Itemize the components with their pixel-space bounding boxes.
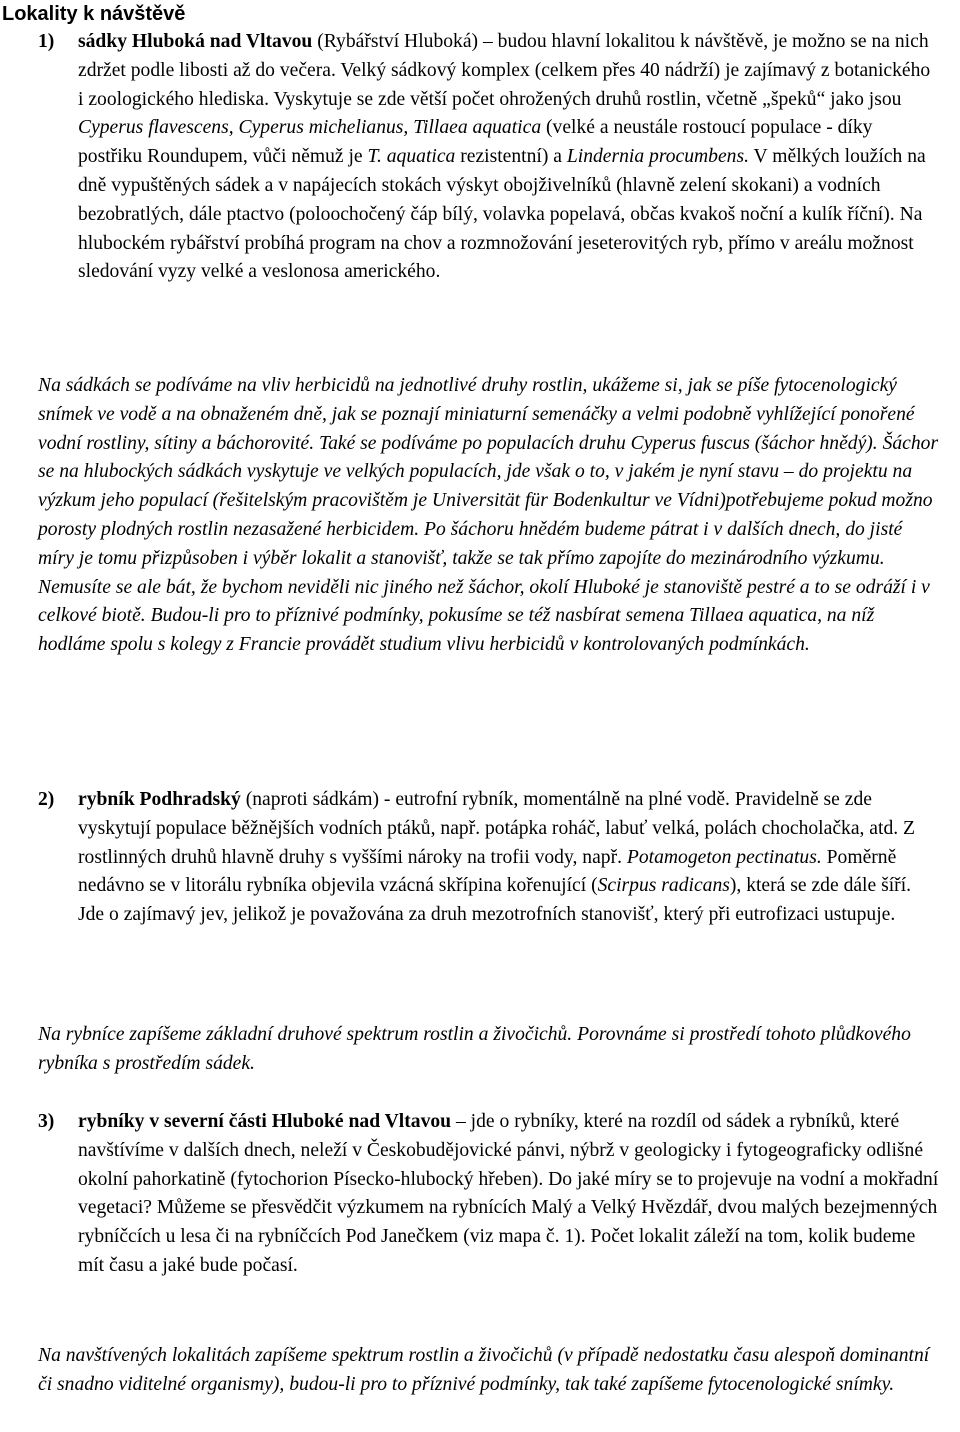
note-paragraph-1: Na sádkách se podíváme na vliv herbicidů na jednotlivé druhy rostlin, ukážeme si, jak se píše fytocenologický snímek ve vodě a na obnaženém dně, jak se poznají miniaturní semenáčky a velmi podobně vyhlížející ponořené vodní rostliny, sítiny a báchorovité. Také se podíváme po populacích druhu Cyperus fuscus (šáchor hnědý). Šáchor se na hlubockých sádkách vyskytuje ve velkých populacích, jde však o to, v jakém je nyní stavu – do projektu na výzkum jeho populací (řešitelským pracovištěm je Universität für Bodenkultur ve Vídni)potřebujeme pokud možno porosty plodných rostlin nezasažené herbicidem. Po šáchoru hnědém budeme pátrat i v dalších dnech, do jisté míry je tomu přizpůsoben i výběr lokalit a stanovišť, takže se tak přímo zapojíte do mezinárodního výzkumu. Nemusíte se ale bát, že bychom neviděli nic jiného než šáchor, okolí Hluboké je stanoviště pestré a to se odráží i v celkové biotě. Budou-li pro to příznivé podmínky, pokusíme se též nasbírat semena Tillaea aquatica, na níž hodláme spolu s kolegy z Francie provádět studium vlivu herbicidů v kontrolovaných podmínkách.: [38, 375, 939, 656]
item-number: 1): [38, 31, 55, 52]
item-text: rezistentní) a: [455, 146, 567, 168]
item-text: – jde o rybníky, které na rozdíl od sádek a rybníků, které navštívíme v dalších dnech, neleží v Českobudějovické pánvi, nýbrž v geologicky i fytogeograficky odlišné okolní pahorkatině (fytochorion Písecko-hlubocký hřeben). Do jaké míry se to projevuje na vodní a mokřadní vegetaci? Můžeme se přesvědčit výzkumem na rybnících Malý a Velký Hvězdář, dvou malých bezejmenných rybníčcích u lesa či na rybníčcích Pod Janečkem (viz mapa č. 1). Počet lokalit záleží na tom, kolik budeme mít času a jaké bude počasí.: [78, 1111, 939, 1276]
locality-name: sádky Hluboká nad Vltavou: [78, 31, 313, 52]
species-name: Scirpus radicans: [597, 875, 730, 897]
item-text: (velké a neustále rostoucí populace - díky postřiku Roundupem, vůči němuž je: [78, 117, 873, 168]
locality-item-3: [38, 1108, 940, 1281]
item-text: Poměrně nedávno se v litorálu rybníka objevila vzácná skřípina kořenující (: [78, 846, 897, 897]
locality-item-2: [38, 786, 940, 930]
locality-name: rybníky v severní části Hluboké nad Vltavou: [78, 1111, 452, 1132]
item-text: V mělkých loužích na dně vypuštěných sádek a v napájecích stokách výskyt obojživelníků (hlavně zelení skokani) a vodních bezobratlých, dále ptactvo (poloochočený čáp bílý, volavka popelavá, občas kvakoš noční a kulík říční). Na hlubockém rybářství probíhá program na chov a rozmnožování jeseterovitých ryb, přímo v areálu možnost sledování vyzy velké a veslonosa amerického.: [78, 146, 926, 283]
note-paragraph-2: Na rybníce zapíšeme základní druhové spektrum rostlin a živočichů. Porovnáme si prostředí tohoto plůdkového rybníka s prostředím sádek.: [38, 1024, 911, 1074]
locality-name: rybník Podhradský: [78, 789, 241, 810]
locality-item-1: [38, 28, 940, 287]
species-name: T. aquatica: [367, 146, 456, 168]
note-paragraph-3: Na navštívených lokalitách zapíšeme spektrum rostlin a živočichů (v případě nedostatku času alespoň dominantní či snadno viditelné organismy), budou-li pro to příznivé podmínky, tak také zapíšeme fytocenologické snímky.: [38, 1345, 930, 1395]
species-name: Cyperus flavescens, Cyperus michelianus, Tillaea aquatica: [78, 117, 542, 139]
page-title: Lokality k návštěvě: [2, 3, 186, 25]
species-name: Lindernia procumbens.: [566, 146, 750, 168]
species-name: Potamogeton pectinatus.: [626, 846, 822, 868]
item-text: ), která se zde dále šíří. Jde o zajímavý jev, jelikož je považována za druh mezotrofních stanovišť, který při eutrofizaci ustupuje.: [78, 875, 912, 926]
item-number: 3): [38, 1111, 55, 1132]
item-number: 2): [38, 789, 55, 810]
item-text: (naproti sádkám) - eutrofní rybník, momentálně na plné vodě. Pravidelně se zde vyskytují populace běžnějších vodních ptáků, např. potápka roháč, labuť velká, polách chocholačka, atd. Z rostlinných druhů hlavně druhy s vyššími nároky na trofii vody, např.: [78, 789, 916, 868]
item-text: (Rybářství Hluboká) – budou hlavní lokalitou k návštěvě, je možno se na nich zdržet podle libosti až do večera. Velký sádkový komplex (celkem přes 40 nádrží) je zajímavý z botanického i zoologického hlediska. Vyskytuje se zde větší počet ohrožených druhů rostlin, včetně „špeků“ jako jsou: [78, 31, 931, 110]
